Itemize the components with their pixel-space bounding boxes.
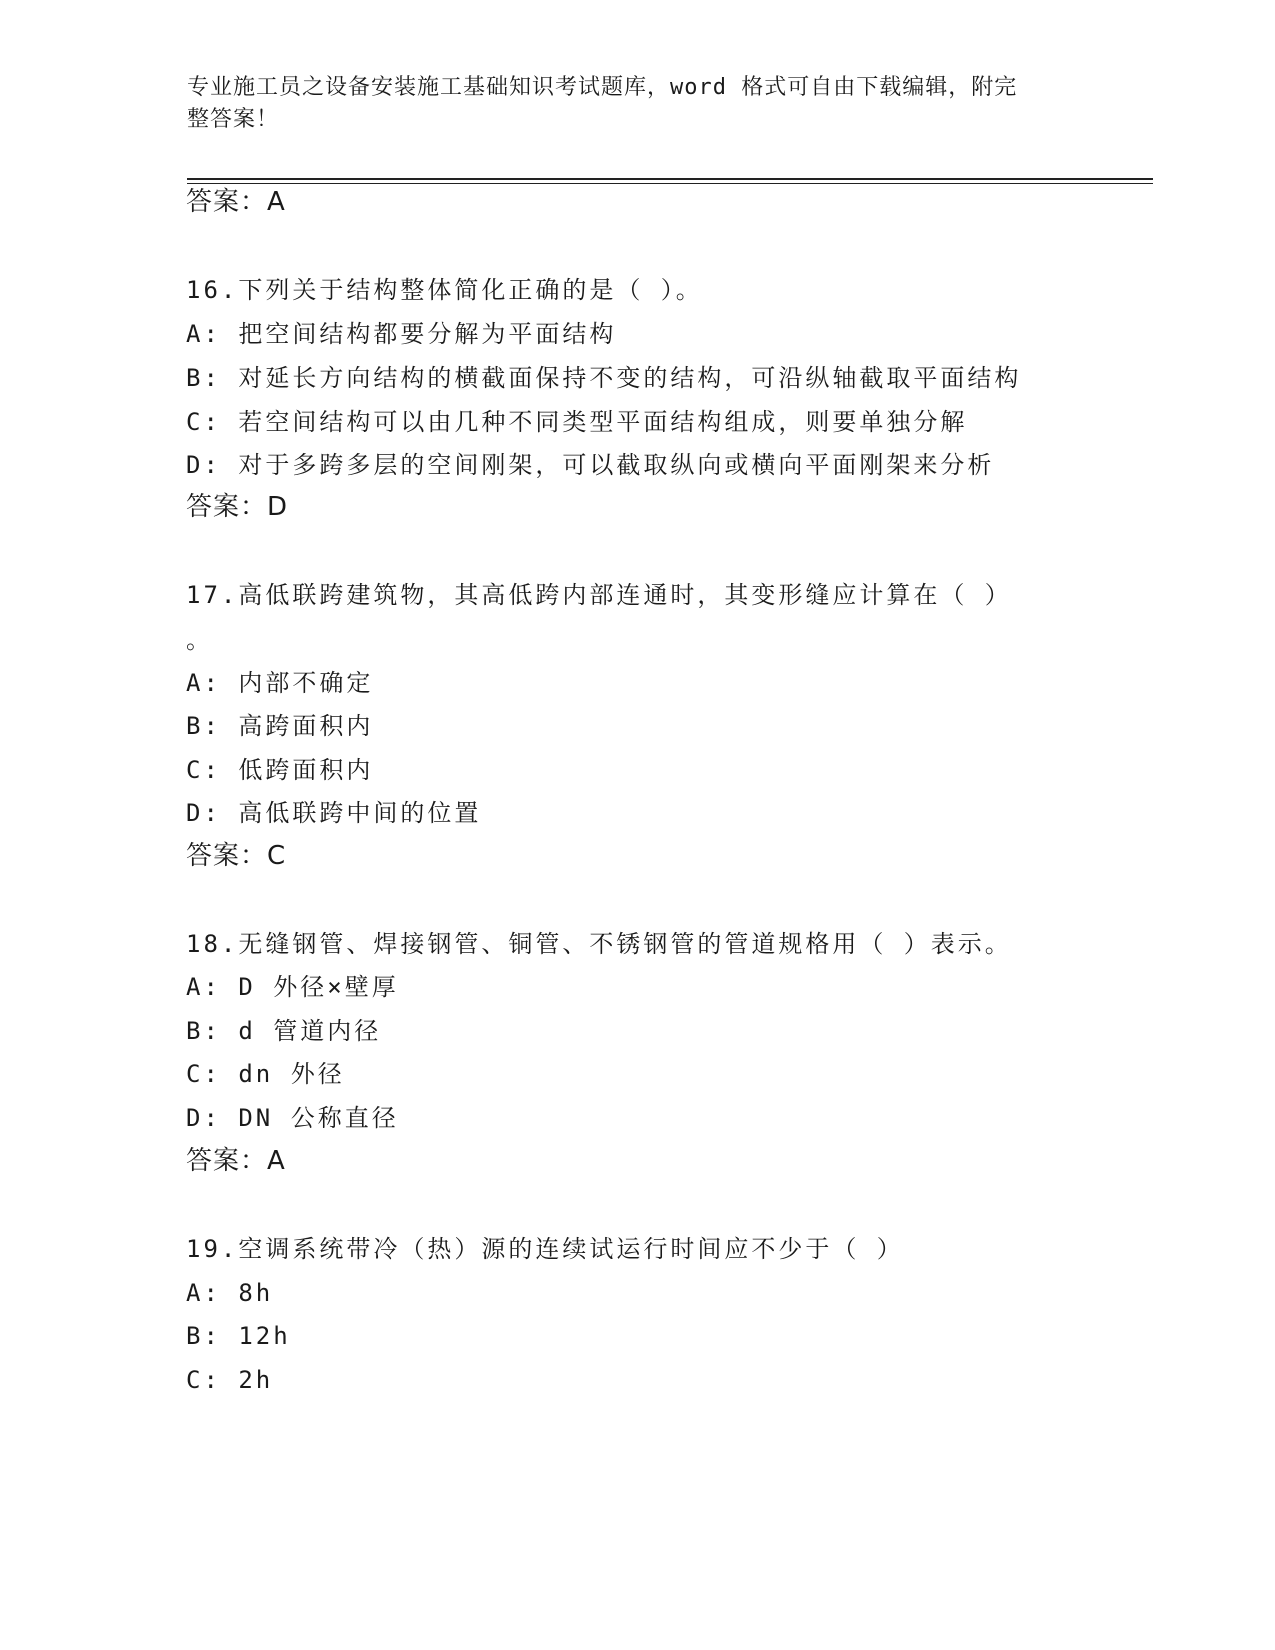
question-18-option-d: D: DN 公称直径 <box>186 1104 399 1132</box>
question-19-option-c: C: 2h <box>186 1366 274 1394</box>
question-17-option-c: C: 低跨面积内 <box>186 756 374 784</box>
header-divider-thin <box>187 183 1153 184</box>
question-17-option-d: D: 高低联跨中间的位置 <box>186 799 482 827</box>
question-18-option-b: B: d 管道内径 <box>186 1017 382 1045</box>
question-16-option-a: A: 把空间结构都要分解为平面结构 <box>186 320 617 348</box>
question-17-answer: 答案：C <box>186 841 287 871</box>
question-18-option-a: A: D 外径×壁厚 <box>186 973 399 1001</box>
question-18-stem: 18.无缝钢管、焊接钢管、铜管、不锈钢管的管道规格用（ ）表示。 <box>186 930 1012 958</box>
question-18-answer: 答案：A <box>186 1146 286 1176</box>
question-17-stem: 17.高低联跨建筑物，其高低跨内部连通时，其变形缝应计算在（ ） <box>186 581 1012 609</box>
answer-previous: 答案：A <box>186 187 286 217</box>
header-line-2: 整答案！ <box>187 107 280 132</box>
question-18-option-c: C: dn 外径 <box>186 1060 345 1088</box>
header-line-1: 专业施工员之设备安装施工基础知识考试题库，word 格式可自由下载编辑，附完 <box>187 75 1018 100</box>
question-17-option-a: A: 内部不确定 <box>186 669 374 697</box>
question-16-option-b: B: 对延长方向结构的横截面保持不变的结构，可沿纵轴截取平面结构 <box>186 364 1022 392</box>
question-19-option-a: A: 8h <box>186 1279 274 1307</box>
question-17-option-b: B: 高跨面积内 <box>186 712 374 740</box>
question-16-answer: 答案：D <box>186 492 289 522</box>
question-19-option-b: B: 12h <box>186 1322 291 1350</box>
question-16-stem: 16.下列关于结构整体简化正确的是（ ）。 <box>186 276 703 304</box>
question-17-stem-continuation: 。 <box>186 626 213 654</box>
question-19-stem: 19.空调系统带冷（热）源的连续试运行时间应不少于（ ） <box>186 1235 904 1263</box>
document-header <box>187 72 1067 136</box>
question-16-option-d: D: 对于多跨多层的空间刚架，可以截取纵向或横向平面刚架来分析 <box>186 451 995 479</box>
question-16-option-c: C: 若空间结构可以由几种不同类型平面结构组成，则要单独分解 <box>186 408 968 436</box>
header-divider-thick <box>187 178 1153 180</box>
